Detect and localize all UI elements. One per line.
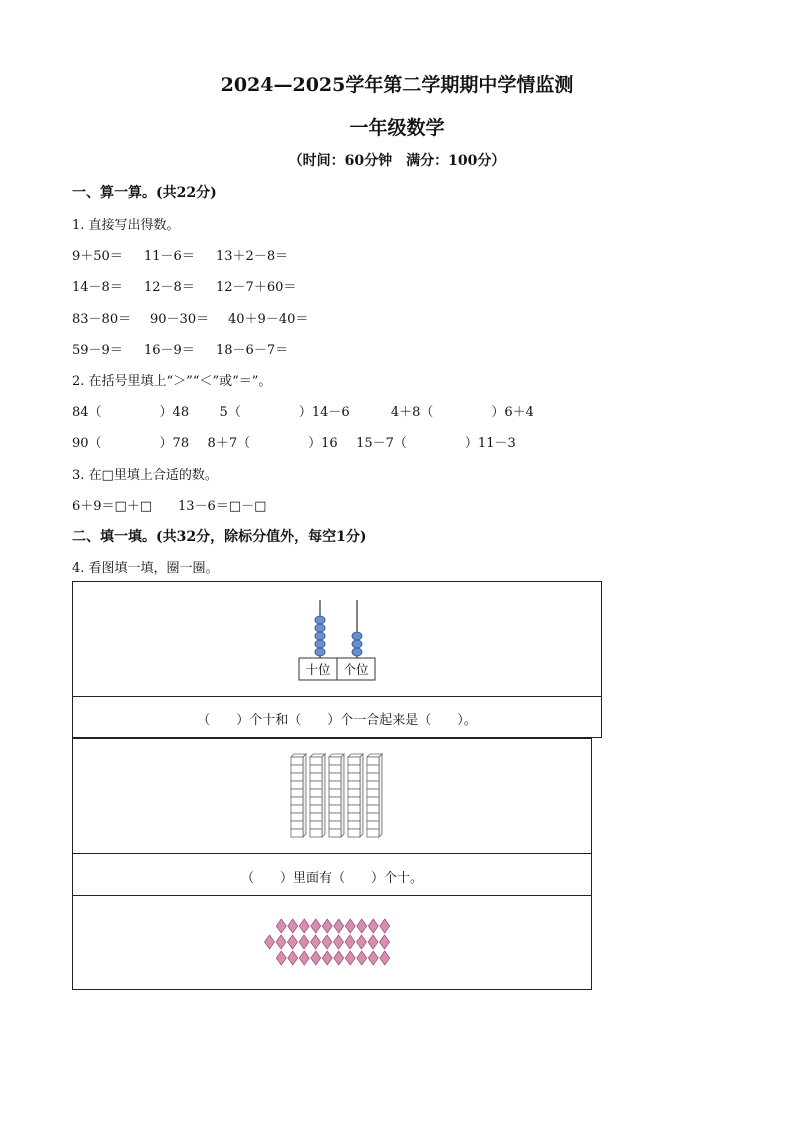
question-2-prompt: 2. 在括号里填上“＞”“＜”或“＝”。 [72,374,272,389]
cube [367,813,379,821]
diamond [311,935,321,949]
diamond [334,935,344,949]
cube [329,789,341,797]
cube [291,813,303,821]
diamond [288,951,298,965]
compare-right: ）48 [159,405,190,420]
cube [329,805,341,813]
bead [315,616,325,624]
diamond [288,935,298,949]
cube [291,757,303,765]
diamond [345,951,355,965]
bead [315,632,325,640]
section-1-title: 一、算一算。(共22分) [72,185,217,201]
cube-side [360,754,363,837]
calc-item: 40＋9－40＝ [228,312,309,327]
cube [329,813,341,821]
cube [348,789,360,797]
sticks-sentence-cell [72,853,592,896]
cube [310,765,322,773]
cube-stick [310,754,325,837]
diamond [322,951,332,965]
cube [310,829,322,837]
calc-row [72,276,296,295]
diamond [299,919,309,933]
cube [367,805,379,813]
cube-stick [329,754,344,837]
cube [367,789,379,797]
diamond [334,951,344,965]
cube [367,781,379,789]
cube [329,781,341,789]
diamond [368,951,378,965]
question-4-prompt: 4. 看图填一填，圈一圈。 [72,561,219,576]
cube [367,797,379,805]
diamond [311,919,321,933]
cube-sticks-cell [72,738,592,854]
cube-stick [348,754,363,837]
cube [310,781,322,789]
calc-item: 90－30＝ [150,312,210,327]
diamond [322,919,332,933]
calc-row [72,308,308,327]
compare-row [72,401,534,420]
cube [291,829,303,837]
compare-right: ）16 [308,436,338,451]
calc-item: 18－6－7＝ [216,343,289,358]
ones-beads [352,632,362,656]
compare-right: ）78 [159,436,190,451]
diamond [368,935,378,949]
compare-right: ）11－3 [464,436,516,451]
question-1-prompt: 1. 直接写出得数。 [72,218,180,233]
compare-left: 15－7（ [356,436,407,451]
compare-left: 5（ [219,405,241,420]
fill-box-item: 6＋9＝□＋□ [72,499,153,514]
question-3-prompt: 3. 在□里填上合适的数。 [72,468,218,483]
exam-title: 2024—2025学年第二学期期中学情监测 [220,74,574,96]
fill-box-item: 13－6＝□－□ [178,499,267,514]
tens-place-label: 十位 [305,662,331,677]
calc-item: 9＋50＝ [72,249,123,264]
calc-item: 59－9＝ [72,343,123,358]
tens-beads [315,616,325,656]
exam-meta: （时间：60分钟 满分：100分） [288,153,506,169]
ones-place-label: 个位 [343,662,369,677]
cube [329,773,341,781]
diamond [357,935,367,949]
cube [310,821,322,829]
abacus-figure [73,582,603,698]
bead [315,624,325,632]
cube [367,829,379,837]
cube [310,813,322,821]
cube [310,797,322,805]
cube [348,781,360,789]
cube-side [322,754,325,837]
compare-right: ）14－6 [298,405,350,420]
calc-row [72,245,288,264]
abacus-cell [72,581,602,697]
cube-side [341,754,344,837]
diamonds-cell [72,895,592,990]
bead [352,632,362,640]
cube [310,805,322,813]
cube [310,773,322,781]
section-2-title: 二、填一填。(共32分，除标分值外，每空1分) [72,529,367,545]
cube [367,773,379,781]
calc-row [72,339,288,358]
cube [329,829,341,837]
calc-item: 12－7＋60＝ [216,280,297,295]
diamond [368,919,378,933]
cube [291,821,303,829]
cube [329,765,341,773]
cube [329,757,341,765]
cube [348,829,360,837]
compare-left: 4＋8（ [390,405,434,420]
compare-left: 90（ [72,436,102,451]
bead [352,640,362,648]
cube [291,781,303,789]
cube [291,797,303,805]
cube [348,757,360,765]
diamond [345,935,355,949]
cube [291,765,303,773]
diamond [380,919,390,933]
diamond [276,935,286,949]
diamond [288,919,298,933]
bead [315,640,325,648]
diamonds-figure [73,896,593,991]
compare-row [72,432,516,451]
cube [291,789,303,797]
diamond [299,935,309,949]
cube [291,805,303,813]
diamond [357,951,367,965]
cube [348,813,360,821]
diamond [311,951,321,965]
diamond [322,935,332,949]
cube [367,765,379,773]
cube [310,757,322,765]
calc-item: 11－6＝ [144,249,195,264]
cube [348,765,360,773]
diamond [345,919,355,933]
subject-title: 一年级数学 [349,117,445,139]
fill-box-row [72,495,266,514]
calc-item: 83－80＝ [72,312,132,327]
diamond [265,935,275,949]
calc-item: 16－9＝ [144,343,195,358]
sticks-sentence: （ ）里面有（ ）个十。 [240,871,423,886]
cube-stick [291,754,306,837]
cube [348,821,360,829]
diamond [380,951,390,965]
abacus-sentence: （ ）个十和（ ）个一合起来是（ ）。 [197,713,477,728]
diamond [334,919,344,933]
compare-left: 84（ [72,405,102,420]
diamond [276,919,286,933]
cube [348,773,360,781]
cube [367,821,379,829]
calc-item: 12－8＝ [144,280,195,295]
cube [348,797,360,805]
cube [348,805,360,813]
diamond [380,935,390,949]
cube [367,757,379,765]
cube [291,773,303,781]
bead [315,648,325,656]
cube-side [303,754,306,837]
diamond [276,951,286,965]
diamond [299,951,309,965]
cube-side [379,754,382,837]
cube [329,821,341,829]
compare-right: ）6＋4 [491,405,534,420]
abacus-sentence-cell [72,696,602,738]
bead [352,648,362,656]
compare-left: 8＋7（ [207,436,251,451]
diamond [357,919,367,933]
calc-item: 14－8＝ [72,280,123,295]
cube [329,797,341,805]
cube-sticks-figure [73,739,593,855]
cube [310,789,322,797]
cube-stick [367,754,382,837]
calc-item: 13＋2－8＝ [216,249,289,264]
